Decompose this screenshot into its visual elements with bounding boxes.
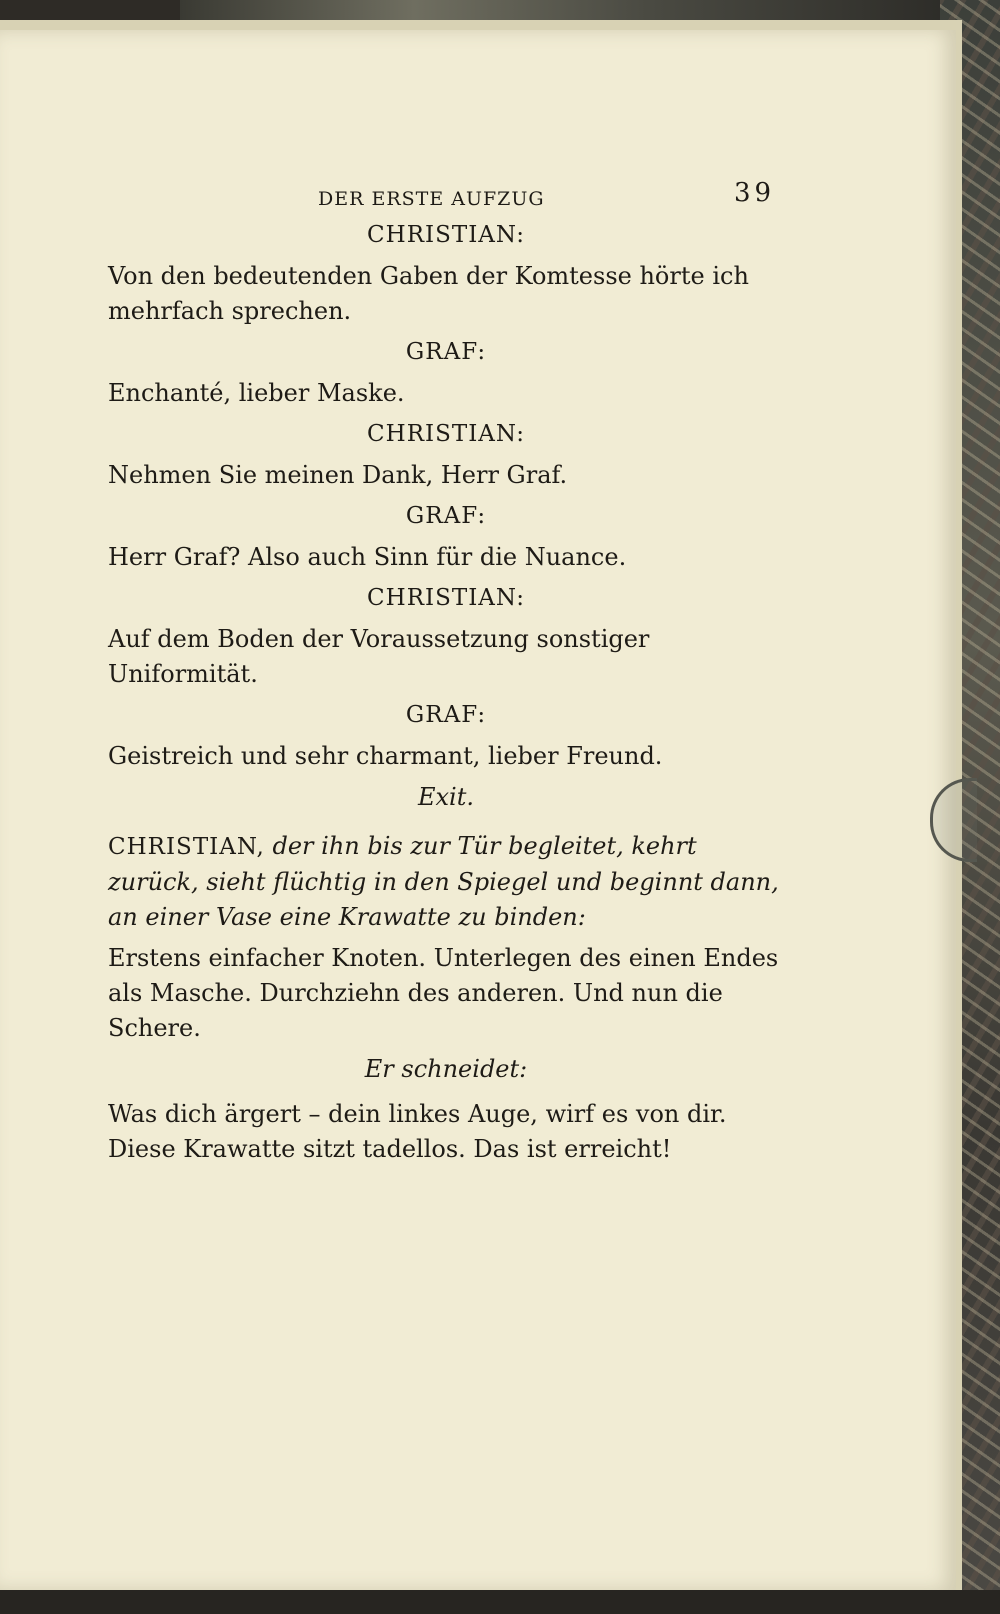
dialogue-line: Auf dem Boden der Voraussetzung sonstiger Uniformität. [108,625,650,688]
dialogue-line: Herr Graf? Also auch Sinn für die Nuance. [108,543,627,571]
speaker-name: GRAF: [405,503,487,529]
page-text [108,176,784,1173]
dialogue-line: Erstens einfacher Knoten. Unterlegen des einen Endes als Masche. Durchziehn des anderen. Und nun die Schere. [108,944,779,1042]
dialogue-line: Enchanté, lieber Maske. [108,379,405,407]
table-surface [0,1590,1000,1614]
speaker-name: CHRISTIAN, [108,834,265,860]
speaker-name: CHRISTIAN: [367,421,525,447]
dialogue-line: Was dich ärgert – dein linkes Auge, wirf es von dir. Diese Krawatte sitzt tadellos. Das ist erreicht! [108,1100,727,1163]
dialogue-line: Nehmen Sie meinen Dank, Herr Graf. [108,461,568,489]
speaker-name: GRAF: [405,702,487,728]
dialogue-line: Von den bedeutenden Gaben der Komtesse hörte ich mehrfach sprechen. [108,262,749,325]
dialogue-line: Geistreich und sehr charmant, lieber Freund. [108,742,663,770]
speaker-name: CHRISTIAN: [367,585,525,611]
page-number: 39 [734,178,776,208]
stage-direction: der ihn bis zur Tür begleitet, kehrt zurück, sieht flüchtig in den Spiegel und beginnt dann, an einer Vase eine Krawatte zu binden: [108,832,779,931]
stage-direction: Er schneidet: [364,1055,528,1083]
speaker-name: GRAF: [405,339,487,365]
speaker-name: CHRISTIAN: [367,222,525,248]
speaker-with-direction [108,829,784,935]
running-head [108,176,784,216]
running-head-title: DER ERSTE AUFZUG [318,188,545,210]
stage-direction: Exit. [417,783,474,811]
